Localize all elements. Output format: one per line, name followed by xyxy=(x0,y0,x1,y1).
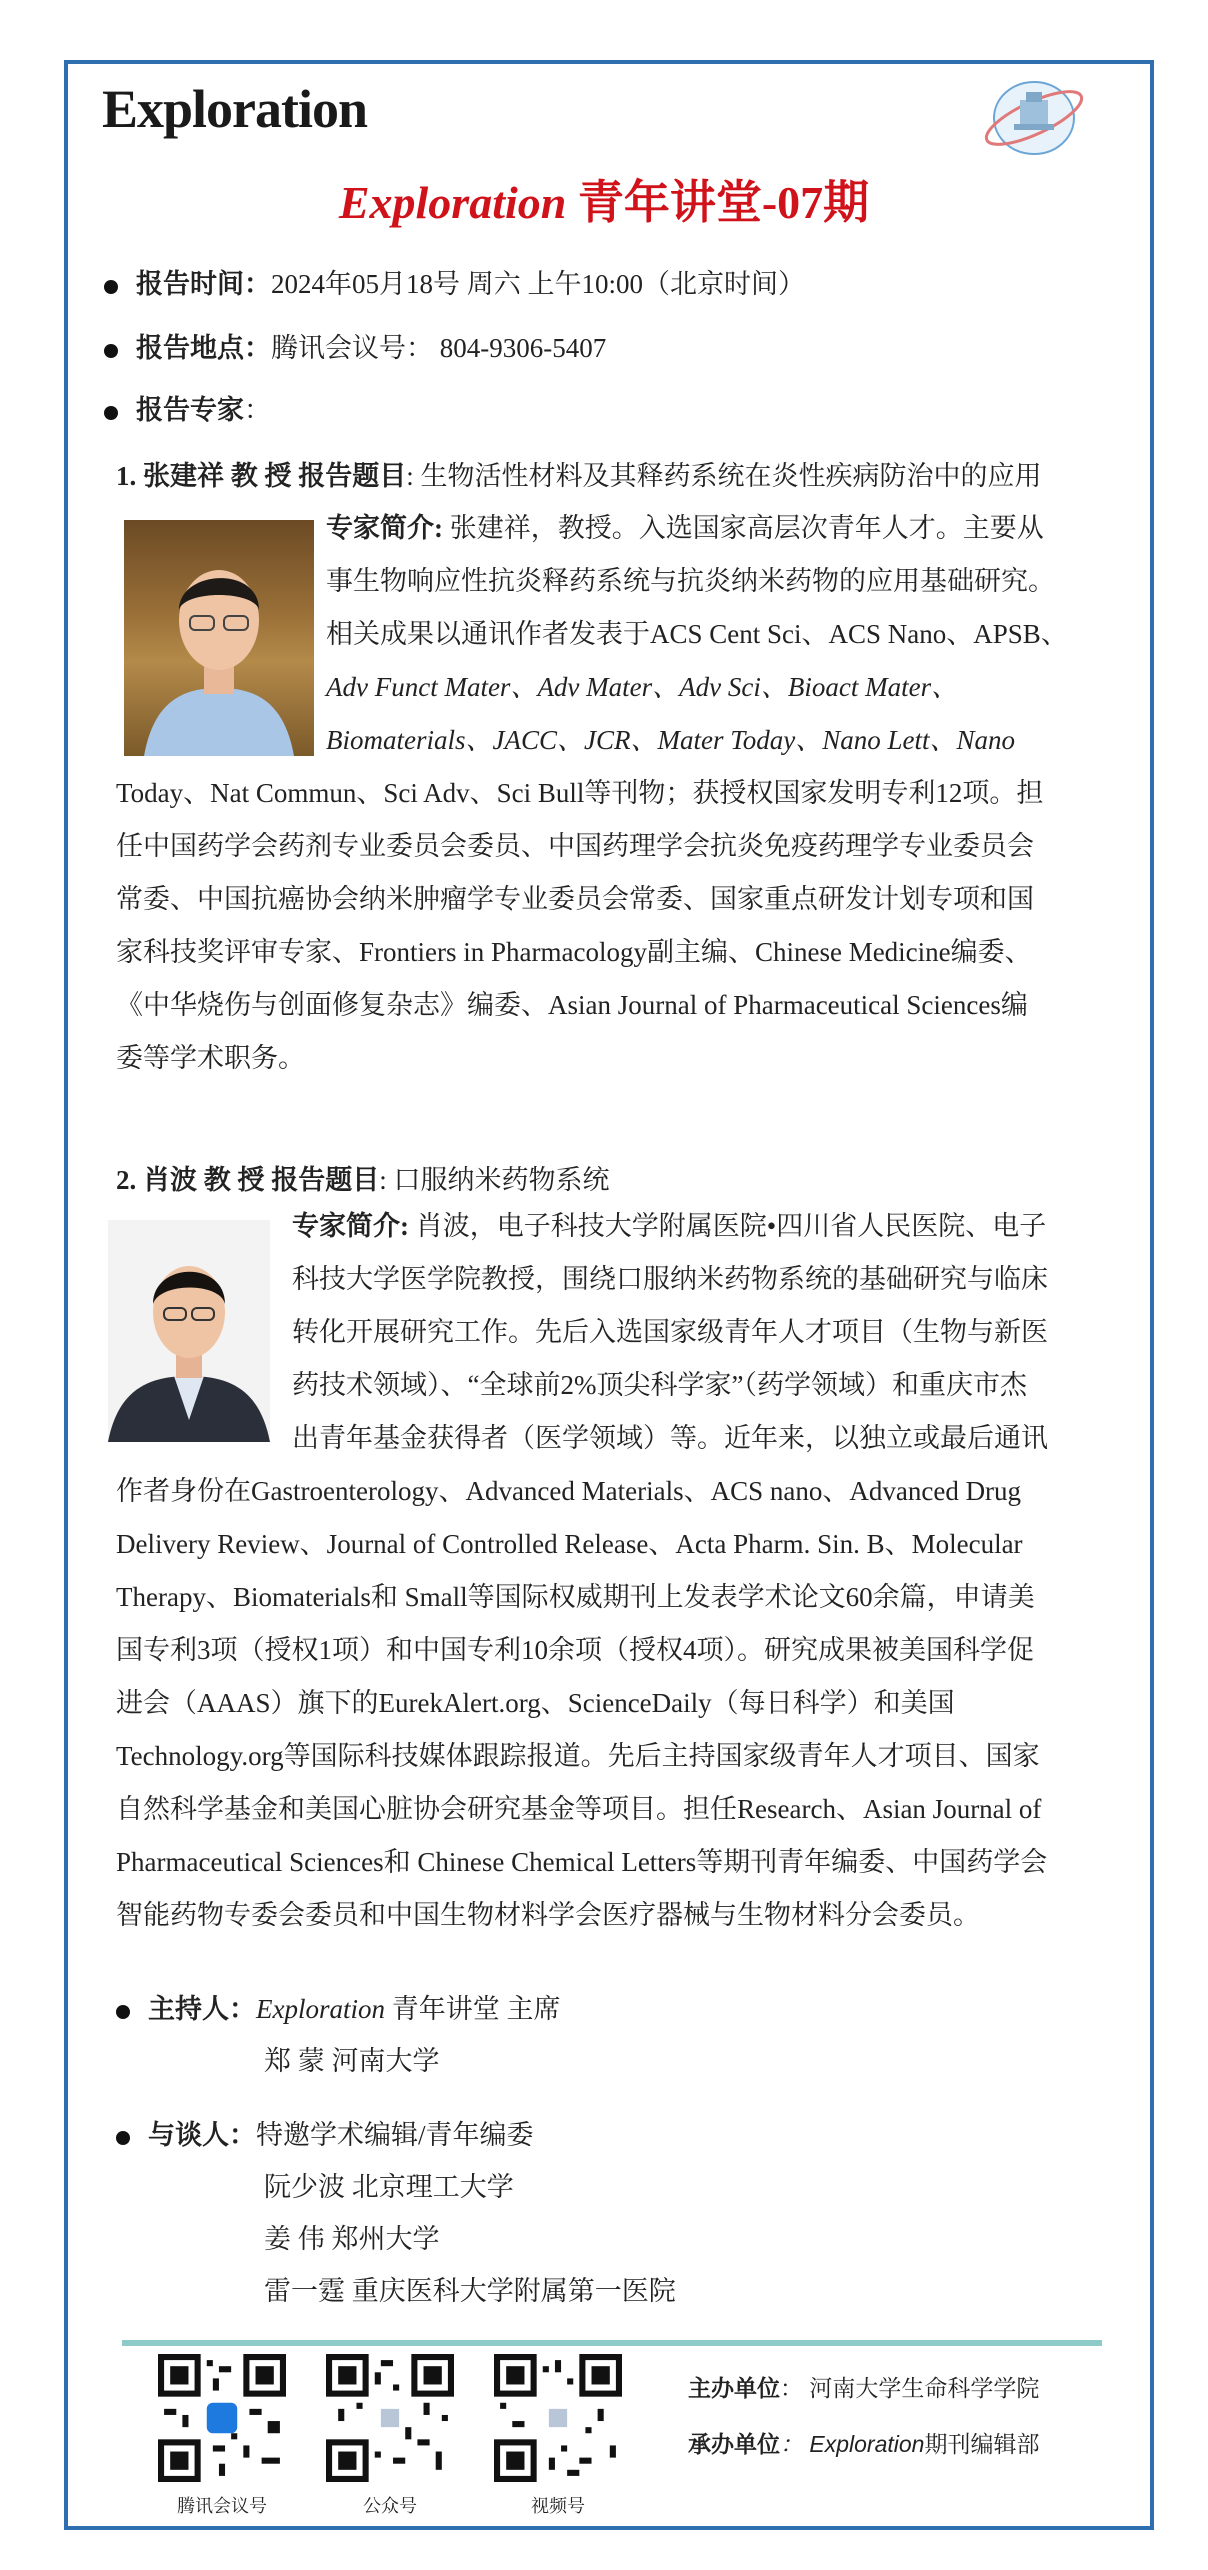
speaker2-bio-line: 转化开展研究工作。先后入选国家级青年人才项目（生物与新医 xyxy=(292,1317,1048,1347)
speaker2-bio-line: 自然科学基金和美国心脏协会研究基金等项目。担任Research、Asian Journal of xyxy=(116,1794,1042,1824)
organizer-host-label: 主办单位 xyxy=(688,2375,780,2401)
qr-label-official: 公众号 xyxy=(363,2496,417,2516)
speaker1-bio-line: Adv Funct Mater、Adv Mater、Adv Sci、Bioact Mater、 xyxy=(326,672,959,702)
footer-divider xyxy=(122,2340,1102,2346)
speaker1-intro-label: 专家简介: xyxy=(326,513,443,543)
speaker2-bio-bottom xyxy=(116,1465,1106,1942)
host-person: 郑 蒙 河南大学 xyxy=(264,2046,440,2076)
logo-text: Exploration xyxy=(102,79,368,139)
guest-person: 姜 伟 郑州大学 xyxy=(264,2224,440,2254)
speaker2-bio-line: 作者身份在Gastroenterology、Advanced Materials、ACS nano、Advanced Drug xyxy=(116,1476,1022,1506)
bullet-icon xyxy=(116,2005,130,2019)
qr-label-video: 视频号 xyxy=(531,2496,585,2516)
speaker2-heading-bold: 2. 肖波 教 授 报告题目 xyxy=(116,1165,380,1195)
speaker2-bio-line: Delivery Review、Journal of Controlled Release、Acta Pharm. Sin. B、Molecular xyxy=(116,1529,1023,1559)
qr-label-tencent: 腾讯会议号 xyxy=(177,2496,267,2516)
speaker2-portrait-icon xyxy=(108,1220,270,1442)
organizer-host xyxy=(688,2370,1039,2403)
speaker2-heading xyxy=(116,1158,610,1197)
info-speakers xyxy=(104,388,271,427)
info-speakers-label: 报告专家 xyxy=(136,395,244,425)
speaker2-bio-line: 国专利3项（授权1项）和中国专利10余项（授权4项）。研究成果被美国科学促 xyxy=(116,1635,1034,1665)
speaker1-bio-line: 相关成果以通讯作者发表于ACS Cent Sci、ACS Nano、APSB、 xyxy=(326,619,1068,649)
title-italic: Exploration xyxy=(338,177,567,228)
tencent-meeting-qr-code-icon[interactable] xyxy=(158,2354,286,2482)
speaker2-bio-line: Therapy、Biomaterials和 Small等国际权威期刊上发表学术论文60余篇，申请美 xyxy=(116,1582,1035,1612)
bullet-icon xyxy=(104,406,118,420)
info-location xyxy=(104,326,606,365)
bullet-icon xyxy=(104,344,118,358)
speaker1-bio-top xyxy=(326,502,1106,767)
speaker2-bio-line: 专家简介: 肖波，电子科技大学附属医院•四川省人民医院、电子 xyxy=(292,1211,1047,1241)
host-label: 主持人： xyxy=(148,1994,256,2024)
speaker2-bio-line: 药技术领域）、“全球前2%顶尖科学家”（药学领域）和重庆市杰 xyxy=(292,1370,1027,1400)
speaker1-bio-line: 委等学术职务。 xyxy=(116,1043,305,1073)
guest-person: 阮少波 北京理工大学 xyxy=(264,2172,514,2202)
speaker2-bio-line: 智能药物专委会委员和中国生物材料学会医疗器械与生物材料分会委员。 xyxy=(116,1900,980,1930)
speaker1-bio-line: 《中华烧伤与创面修复杂志》编委、Asian Journal of Pharmaceutical Sciences编 xyxy=(116,990,1028,1020)
speaker1-bio-line: 家科技奖评审专家、Frontiers in Pharmacology副主编、Chinese Medicine编委、 xyxy=(116,937,1032,967)
speaker1-portrait-icon xyxy=(124,520,314,756)
organizer-co-italic: ： Exploration xyxy=(780,2431,925,2457)
info-location-label: 报告地点： xyxy=(136,333,271,363)
wechat-official-qr-code-icon[interactable] xyxy=(326,2354,454,2482)
guests-label: 与谈人： xyxy=(148,2120,256,2150)
speaker1-bio-line: Biomaterials、JACC、JCR、Mater Today、Nano Lett、Nano xyxy=(326,725,1016,755)
journal-emblem-icon xyxy=(980,72,1088,164)
guests-block xyxy=(116,2110,534,2161)
info-time-value: 2024年05月18号 周六 上午10:00（北京时间） xyxy=(271,269,806,299)
speaker2-bio-line: 科技大学医学院教授，围绕口服纳米药物系统的基础研究与临床 xyxy=(292,1264,1048,1294)
speaker1-photo xyxy=(124,520,314,756)
speaker2-topic: : 口服纳米药物系统 xyxy=(379,1165,610,1195)
host-block xyxy=(116,1984,561,2035)
bullet-icon xyxy=(104,280,118,294)
page-title xyxy=(0,166,1208,232)
speaker1-topic: : 生物活性材料及其释药系统在炎性疾病防治中的应用 xyxy=(406,461,1042,491)
speaker2-bio-line: Pharmaceutical Sciences和 Chinese Chemical Letters等期刊青年编委、中国药学会 xyxy=(116,1847,1048,1877)
exploration-logo xyxy=(102,78,367,140)
organizer-host-value: ： 河南大学生命科学学院 xyxy=(780,2375,1040,2401)
info-location-value: 腾讯会议号： 804-9306-5407 xyxy=(271,333,607,363)
speaker2-intro-label: 专家简介: xyxy=(292,1211,409,1241)
speaker2-bio-line: 出青年基金获得者（医学领域）等。近年来，以独立或最后通讯 xyxy=(292,1423,1048,1453)
speaker1-bio-line: 事生物响应性抗炎释药系统与抗炎纳米药物的应用基础研究。 xyxy=(326,566,1055,596)
speaker1-bio-line: 任中国药学会药剂专业委员会委员、中国药理学会抗炎免疫药理学专业委员会 xyxy=(116,831,1034,861)
info-speakers-colon: ： xyxy=(244,395,271,425)
speaker1-bio-line: Today、Nat Commun、Sci Adv、Sci Bull等刊物；获授权国家发明专利12项。担 xyxy=(116,778,1044,808)
organizer-co xyxy=(688,2426,1039,2459)
bullet-icon xyxy=(116,2131,130,2145)
speaker1-bio-line: 专家简介: 张建祥，教授。入选国家高层次青年人才。主要从 xyxy=(326,513,1044,543)
organizer-co-label: 承办单位 xyxy=(688,2431,780,2457)
speaker1-heading xyxy=(116,454,1042,493)
video-channel-qr-code-icon[interactable] xyxy=(494,2354,622,2482)
info-time-label: 报告时间： xyxy=(136,269,271,299)
speaker2-bio-line: 进会（AAAS）旗下的EurekAlert.org、ScienceDaily（每日科学）和美国 xyxy=(116,1688,955,1718)
speaker1-bio-line: 常委、中国抗癌协会纳米肿瘤学专业委员会常委、国家重点研发计划专项和国 xyxy=(116,884,1034,914)
title-rest: 青年讲堂-07期 xyxy=(566,177,870,228)
speaker2-bio-line: Technology.org等国际科技媒体跟踪报道。先后主持国家级青年人才项目、国家 xyxy=(116,1741,1040,1771)
guests-role: 特邀学术编辑/青年编委 xyxy=(256,2120,534,2150)
speaker2-photo xyxy=(108,1220,270,1442)
organizer-co-rest: 期刊编辑部 xyxy=(924,2431,1040,2457)
info-time xyxy=(104,262,805,301)
speaker2-bio-top xyxy=(292,1200,1106,1465)
speaker1-heading-bold: 1. 张建祥 教 授 报告题目 xyxy=(116,461,407,491)
host-role-italic: Exploration xyxy=(256,1994,385,2024)
host-role: 青年讲堂 主席 xyxy=(385,1994,561,2024)
guest-person: 雷一霆 重庆医科大学附属第一医院 xyxy=(264,2276,676,2306)
speaker1-bio-bottom xyxy=(116,767,1106,1085)
